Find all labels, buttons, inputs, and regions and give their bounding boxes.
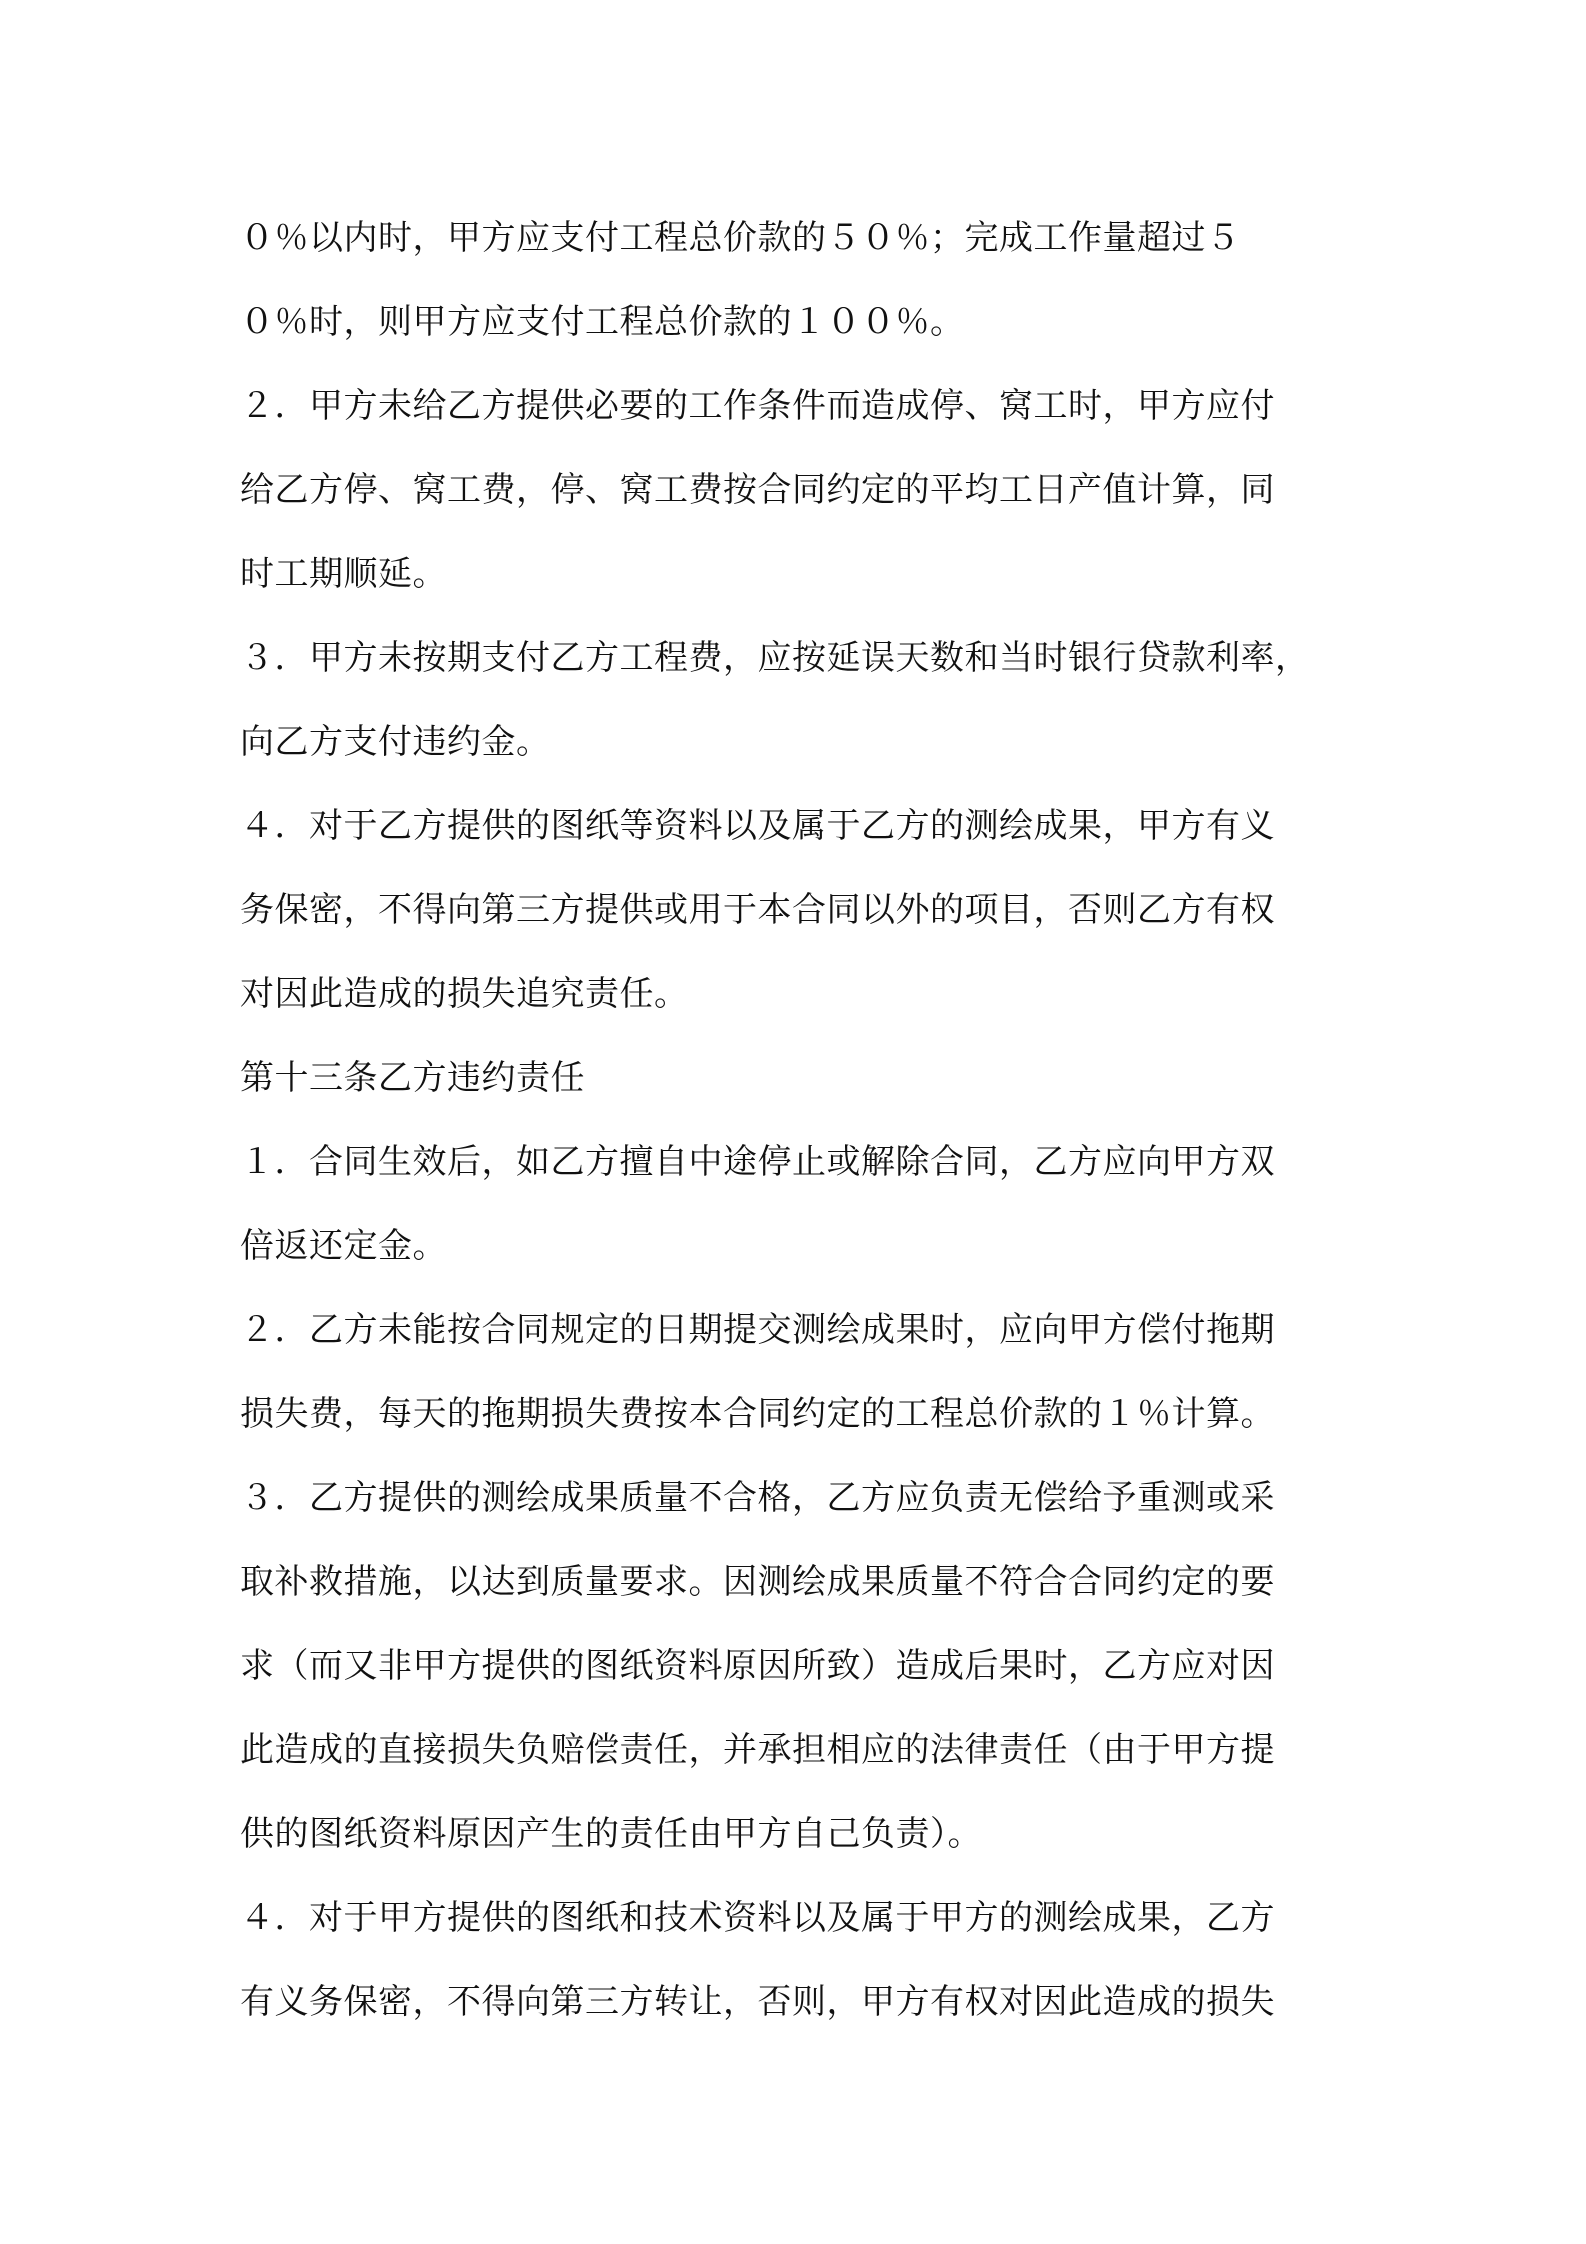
- text-line: 倍返还定金。: [240, 1226, 447, 1266]
- text-line: 时工期顺延。: [240, 554, 447, 594]
- text-line: 务保密，不得向第三方提供或用于本合同以外的项目，否则乙方有权: [240, 890, 1275, 930]
- text-line: １．合同生效后，如乙方擅自中途停止或解除合同，乙方应向甲方双: [240, 1142, 1275, 1182]
- text-line: 有义务保密，不得向第三方转让，否则，甲方有权对因此造成的损失: [240, 1982, 1275, 2022]
- text-line: ３．甲方未按期支付乙方工程费，应按延误天数和当时银行贷款利率，: [240, 638, 1310, 678]
- text-line: 向乙方支付违约金。: [240, 722, 551, 762]
- text-line: ２．乙方未能按合同规定的日期提交测绘成果时，应向甲方偿付拖期: [240, 1310, 1275, 1350]
- text-line: ０％时，则甲方应支付工程总价款的１００％。: [240, 302, 965, 342]
- text-line: 此造成的直接损失负赔偿责任，并承担相应的法律责任（由于甲方提: [240, 1730, 1275, 1770]
- text-line: 求（而又非甲方提供的图纸资料原因所致）造成后果时，乙方应对因: [240, 1646, 1275, 1686]
- text-line: ０％以内时，甲方应支付工程总价款的５０％；完成工作量超过５: [240, 218, 1241, 258]
- text-line: 取补救措施，以达到质量要求。因测绘成果质量不符合合同约定的要: [240, 1562, 1275, 1602]
- text-line: 给乙方停、窝工费，停、窝工费按合同约定的平均工日产值计算，同: [240, 470, 1275, 510]
- text-line: ２．甲方未给乙方提供必要的工作条件而造成停、窝工时，甲方应付: [240, 386, 1275, 426]
- text-line: ４．对于甲方提供的图纸和技术资料以及属于甲方的测绘成果，乙方: [240, 1898, 1275, 1938]
- document-body: [240, 196, 1360, 2044]
- text-line: 供的图纸资料原因产生的责任由甲方自己负责）。: [240, 1814, 982, 1854]
- text-line: 对因此造成的损失追究责任。: [240, 974, 689, 1014]
- text-line: ３．乙方提供的测绘成果质量不合格，乙方应负责无偿给予重测或采: [240, 1478, 1275, 1518]
- text-line: 损失费，每天的拖期损失费按本合同约定的工程总价款的１％计算。: [240, 1394, 1275, 1434]
- section-heading: 第十三条乙方违约责任: [240, 1058, 585, 1098]
- text-line: ４．对于乙方提供的图纸等资料以及属于乙方的测绘成果，甲方有义: [240, 806, 1275, 846]
